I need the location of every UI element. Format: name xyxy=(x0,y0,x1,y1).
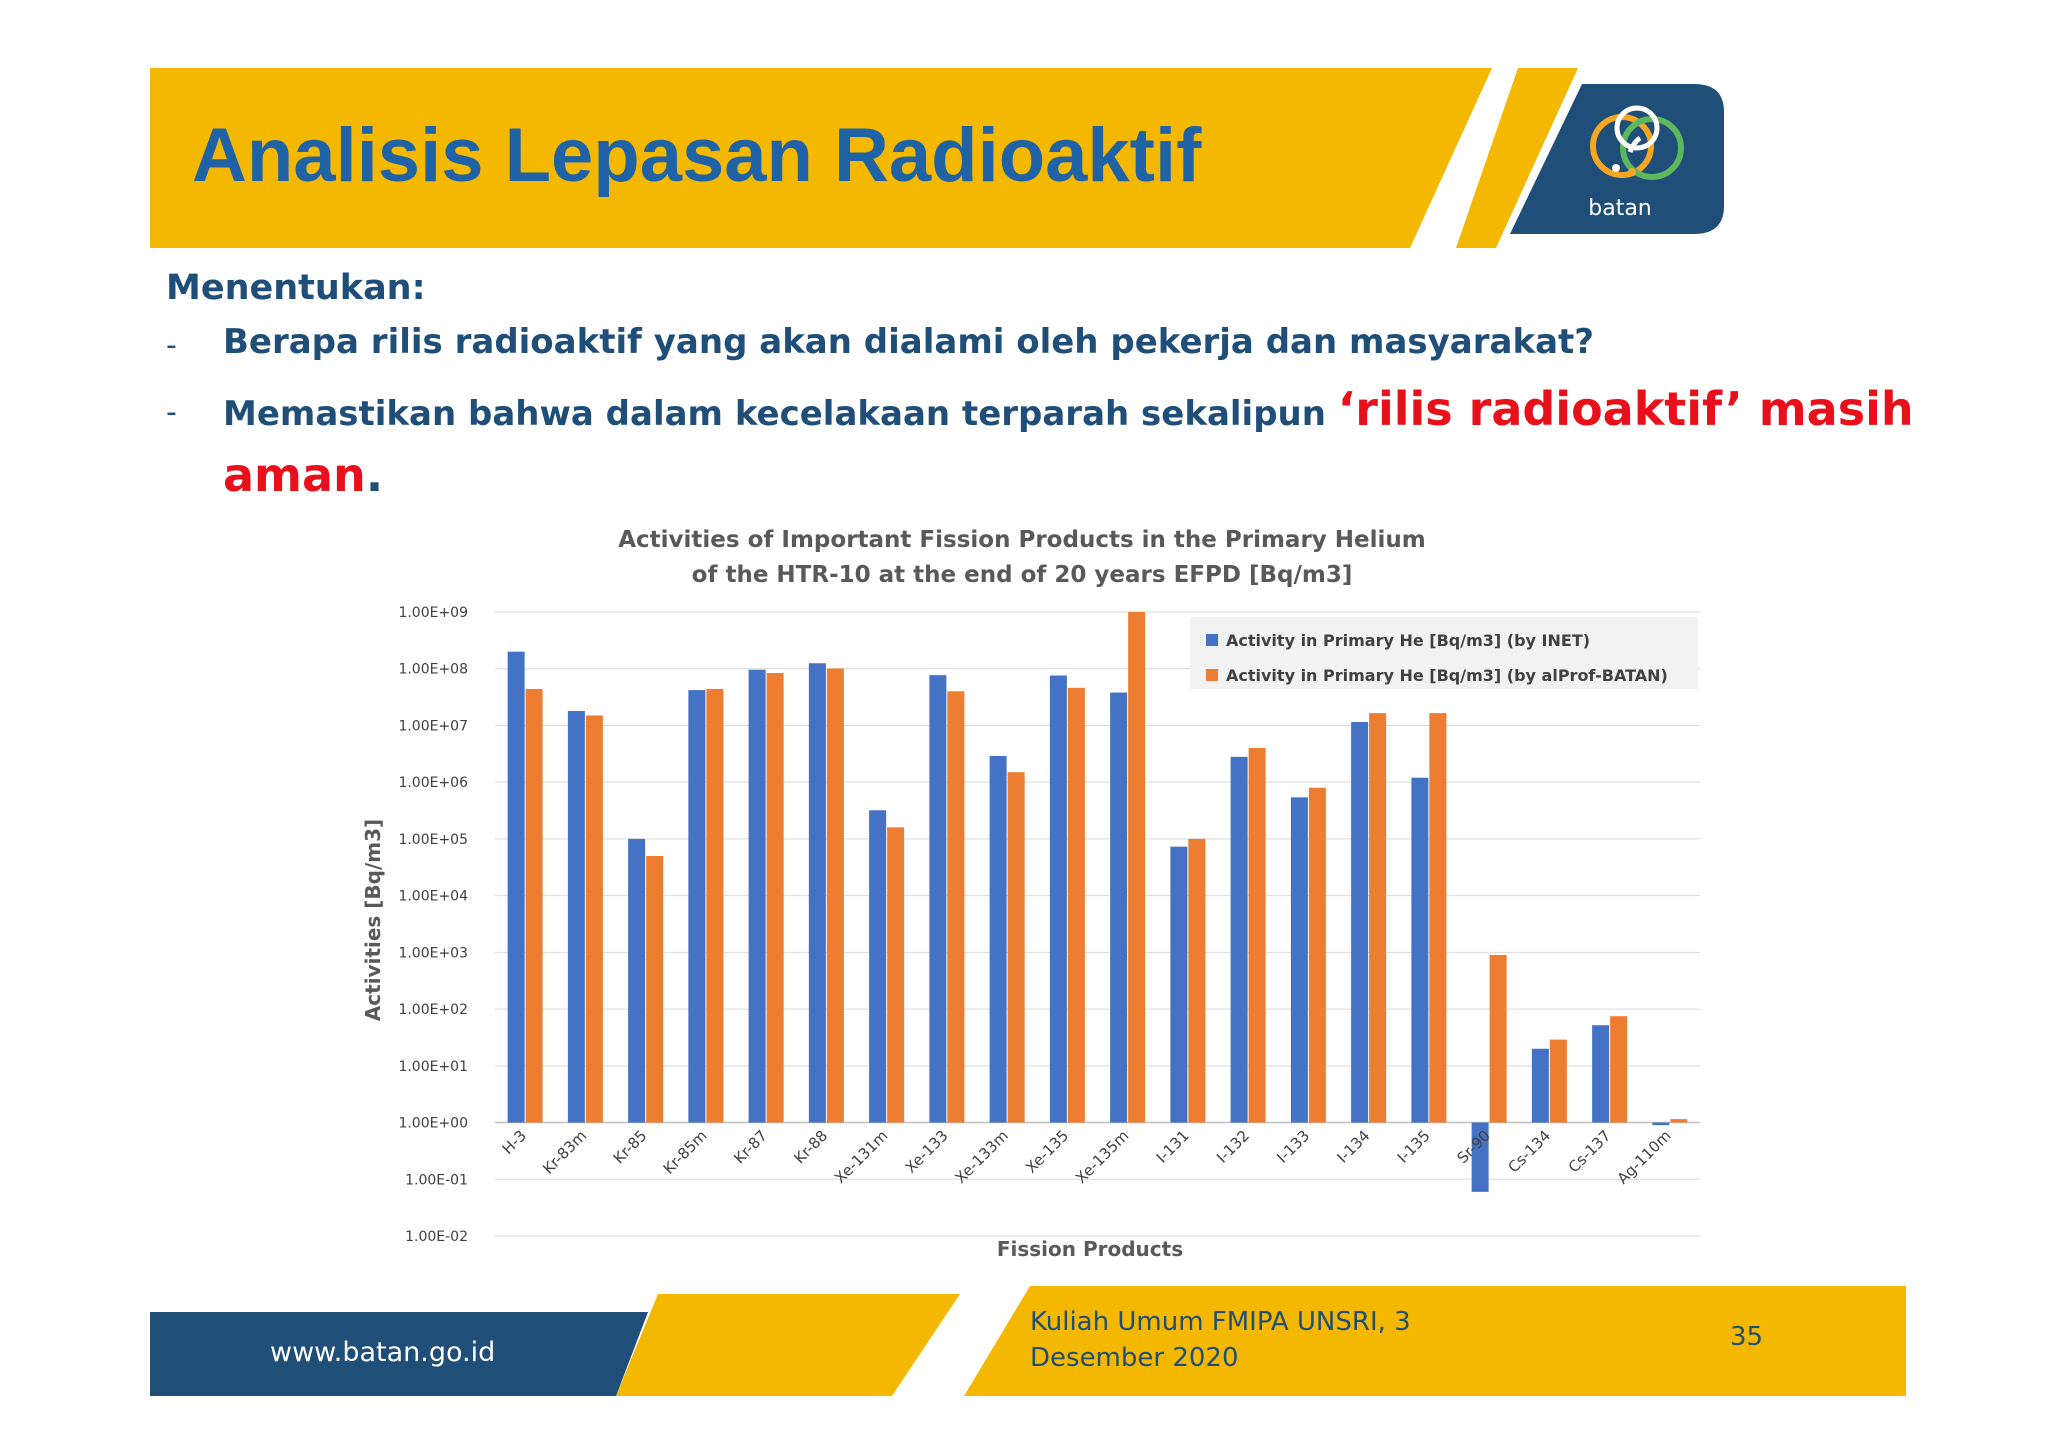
x-tick-label: Kr-83m xyxy=(539,1126,591,1178)
bar xyxy=(1231,757,1248,1123)
bar xyxy=(1490,955,1507,1123)
x-tick-label: Kr-85m xyxy=(659,1126,711,1178)
legend-swatch xyxy=(1206,634,1218,646)
bar xyxy=(1309,788,1326,1123)
bar xyxy=(1550,1040,1567,1123)
y-tick-label: 1.00E+06 xyxy=(398,775,468,792)
bar xyxy=(508,652,525,1123)
legend-entry: Activity in Primary He [Bq/m3] (by alProf-BATAN) xyxy=(1226,666,1668,685)
x-tick-label: I-135 xyxy=(1393,1126,1434,1167)
bar xyxy=(990,756,1007,1123)
y-tick-label: 1.00E+04 xyxy=(398,888,468,905)
bullet-2-highlight-2: aman xyxy=(223,448,366,502)
bar xyxy=(1188,839,1205,1123)
bar xyxy=(646,856,663,1123)
bar xyxy=(1110,693,1127,1123)
bar xyxy=(586,715,603,1122)
x-tick-label: I-133 xyxy=(1273,1126,1314,1167)
bar xyxy=(809,663,826,1122)
legend-swatch xyxy=(1206,669,1218,681)
x-tick-label: Xe-135m xyxy=(1071,1126,1133,1188)
bar xyxy=(1128,612,1145,1123)
x-tick-label: Xe-133m xyxy=(951,1126,1012,1188)
bar xyxy=(1050,675,1067,1122)
footer-website[interactable]: www.batan.go.id xyxy=(270,1337,496,1368)
bar xyxy=(1670,1119,1687,1122)
x-tick-label: I-132 xyxy=(1213,1126,1253,1167)
bar xyxy=(1068,688,1085,1123)
x-tick-label: Xe-131m xyxy=(830,1126,892,1188)
x-tick-label: H-3 xyxy=(498,1126,530,1158)
bullet-dash: - xyxy=(166,395,177,430)
bar xyxy=(1008,772,1025,1122)
bullet-2-text: Memastikan bahwa dalam kecelakaan terparah sekalipun xyxy=(223,394,1338,434)
bullet-2-tail: . xyxy=(365,448,384,502)
x-tick-label: I-131 xyxy=(1152,1126,1193,1167)
bar xyxy=(1351,722,1368,1123)
y-tick-label: 1.00E-02 xyxy=(405,1229,468,1245)
y-tick-label: 1.00E+01 xyxy=(398,1058,468,1075)
y-tick-label: 1.00E+09 xyxy=(398,605,468,621)
y-tick-label: 1.00E+00 xyxy=(398,1115,468,1132)
bar xyxy=(1532,1049,1549,1123)
y-tick-label: 1.00E+02 xyxy=(398,1002,468,1019)
x-tick-label: Ag-110m xyxy=(1613,1126,1675,1188)
bar xyxy=(1249,748,1266,1123)
y-tick-label: 1.00E+03 xyxy=(398,945,468,962)
intro-heading: Menentukan: xyxy=(166,268,426,308)
bar xyxy=(1429,713,1446,1122)
x-tick-label: Cs-134 xyxy=(1504,1126,1555,1177)
bar xyxy=(827,668,844,1122)
x-tick-label: Sr-90 xyxy=(1453,1126,1494,1168)
bar xyxy=(767,673,784,1123)
x-tick-label: Kr-88 xyxy=(790,1126,832,1168)
y-axis-label: Activities [Bq/m3] xyxy=(361,818,385,1022)
x-tick-label: Xe-135 xyxy=(1022,1126,1073,1177)
bar xyxy=(628,839,645,1123)
bar xyxy=(1610,1016,1627,1122)
bar xyxy=(749,670,766,1123)
footer-yellow-left xyxy=(616,1294,960,1396)
page-title: Analisis Lepasan Radioaktif xyxy=(192,113,1202,198)
bar xyxy=(688,690,705,1122)
bar xyxy=(947,691,964,1122)
page-number: 35 xyxy=(1730,1322,1764,1352)
bar xyxy=(1291,797,1308,1122)
bullet-2-highlight: ‘rilis radioaktif’ masih xyxy=(1337,382,1914,436)
bar xyxy=(887,827,904,1122)
legend-entry: Activity in Primary He [Bq/m3] (by INET) xyxy=(1226,631,1591,650)
x-tick-label: Xe-133 xyxy=(901,1126,952,1177)
bar xyxy=(929,675,946,1122)
bar xyxy=(706,689,723,1123)
y-tick-label: 1.00E+08 xyxy=(398,661,468,678)
footer-event: Kuliah Umum FMIPA UNSRI, 3 Desember 2020 xyxy=(1030,1307,1411,1373)
bar xyxy=(1411,778,1428,1123)
chart-title-line-2: of the HTR-10 at the end of 20 years EFPD [Bq/m3] xyxy=(691,562,1353,588)
bar xyxy=(869,810,886,1122)
x-tick-label: Kr-85 xyxy=(609,1126,651,1168)
bar xyxy=(1592,1025,1609,1122)
bar xyxy=(1170,847,1187,1123)
y-tick-label: 1.00E-01 xyxy=(405,1172,468,1189)
bar xyxy=(526,689,543,1123)
bar xyxy=(1652,1123,1669,1126)
bar xyxy=(1369,713,1386,1122)
y-tick-label: 1.00E+07 xyxy=(398,718,468,735)
logo-label: batan xyxy=(1588,196,1652,221)
bullet-1: Berapa rilis radioaktif yang akan dialami oleh pekerja dan masyarakat? xyxy=(223,322,1594,362)
y-tick-label: 1.00E+05 xyxy=(398,831,468,848)
bar xyxy=(568,711,585,1123)
x-tick-label: Cs-137 xyxy=(1564,1126,1615,1177)
x-axis-label: Fission Products xyxy=(996,1237,1184,1261)
chart-title-line-1: Activities of Important Fission Products in the Primary Helium xyxy=(618,527,1426,553)
x-tick-label: Kr-87 xyxy=(730,1126,771,1168)
x-tick-label: I-134 xyxy=(1333,1126,1374,1167)
bullet-dash: - xyxy=(166,328,177,363)
